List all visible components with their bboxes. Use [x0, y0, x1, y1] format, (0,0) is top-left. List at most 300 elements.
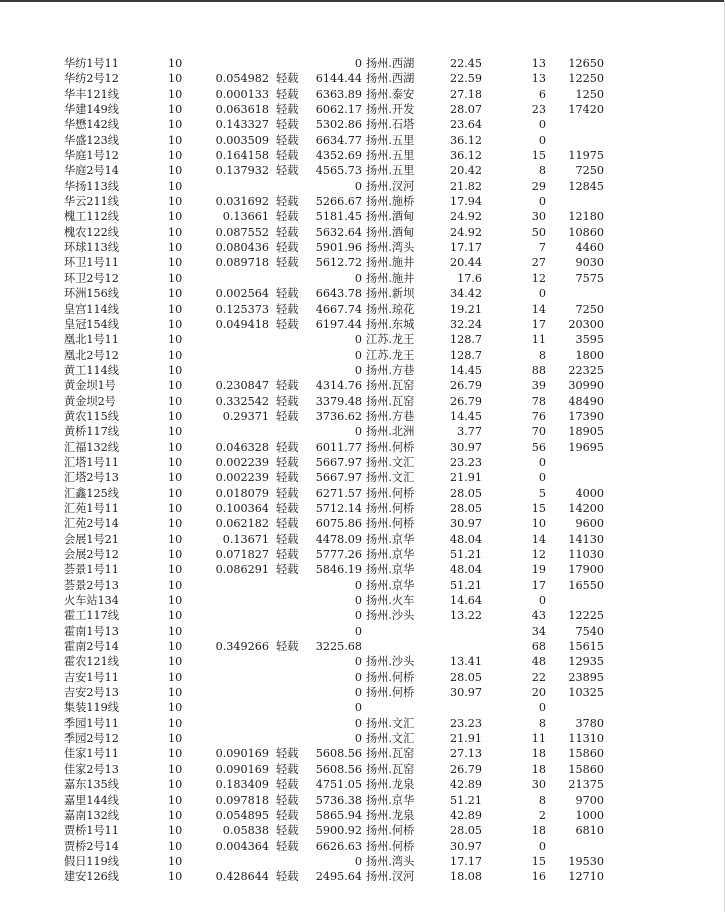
- count-cell[interactable]: 27: [531, 256, 546, 270]
- amount-cell[interactable]: 48490: [568, 394, 604, 408]
- count-cell[interactable]: 18: [531, 762, 546, 776]
- substation-cell[interactable]: 扬州.五里: [366, 133, 415, 147]
- load-rate-cell[interactable]: 0.428644: [215, 870, 269, 884]
- voltage-cell[interactable]: 10: [168, 287, 183, 301]
- load-status-cell[interactable]: 轻载: [276, 317, 299, 331]
- length-cell[interactable]: 42.89: [449, 778, 482, 792]
- substation-cell[interactable]: 扬州.何桥: [366, 440, 415, 454]
- length-cell[interactable]: 23.23: [449, 716, 482, 730]
- voltage-cell[interactable]: 10: [168, 394, 183, 408]
- voltage-cell[interactable]: 10: [168, 486, 183, 500]
- voltage-cell[interactable]: 10: [168, 762, 183, 776]
- count-cell[interactable]: 76: [531, 409, 546, 423]
- amount-cell[interactable]: 12935: [568, 655, 604, 669]
- amount-cell[interactable]: 22325: [568, 363, 604, 377]
- length-cell[interactable]: 26.79: [449, 394, 482, 408]
- substation-cell[interactable]: 扬州.琼花: [366, 302, 415, 316]
- line-name-cell[interactable]: 黄金坝1号: [64, 379, 116, 393]
- remaining-capacity-cell[interactable]: 0: [354, 716, 362, 730]
- count-cell[interactable]: 0: [538, 287, 546, 301]
- line-name-cell[interactable]: 华扬113线: [64, 179, 119, 193]
- remaining-capacity-cell[interactable]: 0: [354, 363, 362, 377]
- load-status-cell[interactable]: 轻载: [276, 409, 299, 423]
- remaining-capacity-cell[interactable]: 0: [354, 609, 362, 623]
- load-status-cell[interactable]: 轻载: [276, 440, 299, 454]
- remaining-capacity-cell[interactable]: 0: [354, 333, 362, 347]
- line-name-cell[interactable]: 霍南2号14: [64, 640, 119, 654]
- substation-cell[interactable]: 扬州.酒甸: [366, 225, 415, 239]
- remaining-capacity-cell[interactable]: 5608.56: [315, 762, 362, 776]
- line-name-cell[interactable]: 季园2号12: [64, 732, 119, 746]
- amount-cell[interactable]: 9030: [575, 256, 604, 270]
- line-name-cell[interactable]: 环卫1号11: [64, 256, 119, 270]
- line-name-cell[interactable]: 环洲156线: [64, 287, 119, 301]
- count-cell[interactable]: 2: [538, 808, 546, 822]
- voltage-cell[interactable]: 10: [168, 179, 183, 193]
- amount-cell[interactable]: 12180: [568, 210, 604, 224]
- length-cell[interactable]: 3.77: [457, 425, 482, 439]
- length-cell[interactable]: 128.7: [449, 348, 482, 362]
- line-name-cell[interactable]: 汇苑1号11: [64, 501, 119, 515]
- substation-cell[interactable]: 扬州.何桥: [366, 686, 415, 700]
- amount-cell[interactable]: 20300: [568, 317, 604, 331]
- line-name-cell[interactable]: 华云211线: [64, 195, 119, 209]
- line-name-cell[interactable]: 荟景1号11: [64, 563, 119, 577]
- amount-cell[interactable]: 14200: [568, 501, 604, 515]
- count-cell[interactable]: 13: [531, 72, 546, 86]
- load-status-cell[interactable]: 轻载: [276, 210, 299, 224]
- load-rate-cell[interactable]: 0.125373: [215, 302, 269, 316]
- amount-cell[interactable]: 19695: [568, 440, 604, 454]
- load-status-cell[interactable]: 轻载: [276, 302, 299, 316]
- load-status-cell[interactable]: 轻载: [276, 287, 299, 301]
- load-status-cell[interactable]: 轻载: [276, 471, 299, 485]
- amount-cell[interactable]: 11975: [568, 149, 604, 163]
- line-name-cell[interactable]: 贾桥1号11: [64, 824, 119, 838]
- substation-cell[interactable]: 扬州.西湖: [366, 57, 415, 70]
- substation-cell[interactable]: 扬州.瓦窑: [366, 747, 415, 761]
- length-cell[interactable]: 23.64: [449, 118, 482, 132]
- substation-cell[interactable]: 扬州.五里: [366, 149, 415, 163]
- load-status-cell[interactable]: 轻载: [276, 870, 299, 884]
- voltage-cell[interactable]: 10: [168, 839, 183, 853]
- line-name-cell[interactable]: 黄金坝2号: [64, 394, 116, 408]
- load-status-cell[interactable]: 轻载: [276, 808, 299, 822]
- load-rate-cell[interactable]: 0.087552: [215, 225, 269, 239]
- count-cell[interactable]: 7: [538, 241, 546, 255]
- amount-cell[interactable]: 1250: [575, 87, 604, 101]
- load-rate-cell[interactable]: 0.100364: [215, 501, 269, 515]
- substation-cell[interactable]: 扬州.文汇: [366, 471, 415, 485]
- remaining-capacity-cell[interactable]: 0: [354, 57, 362, 70]
- remaining-capacity-cell[interactable]: 5777.26: [315, 548, 362, 561]
- length-cell[interactable]: 27.18: [449, 87, 482, 101]
- length-cell[interactable]: 24.92: [449, 225, 482, 239]
- line-name-cell[interactable]: 华懋142线: [64, 118, 119, 132]
- count-cell[interactable]: 14: [531, 302, 546, 316]
- length-cell[interactable]: 21.91: [449, 732, 482, 746]
- substation-cell[interactable]: 扬州.沙头: [366, 609, 415, 623]
- remaining-capacity-cell[interactable]: 5667.97: [315, 455, 362, 469]
- amount-cell[interactable]: 11310: [568, 732, 604, 746]
- load-rate-cell[interactable]: 0.086291: [215, 563, 269, 577]
- load-status-cell[interactable]: 轻载: [276, 455, 299, 469]
- line-name-cell[interactable]: 会展2号12: [64, 548, 119, 561]
- amount-cell[interactable]: 11030: [568, 548, 604, 561]
- amount-cell[interactable]: 10860: [568, 225, 604, 239]
- load-status-cell[interactable]: 轻载: [276, 839, 299, 853]
- substation-cell[interactable]: 扬州.京华: [366, 578, 415, 592]
- line-name-cell[interactable]: 凰北1号11: [64, 333, 119, 347]
- amount-cell[interactable]: 7250: [575, 302, 604, 316]
- length-cell[interactable]: 28.07: [449, 103, 482, 117]
- voltage-cell[interactable]: 10: [168, 317, 183, 331]
- remaining-capacity-cell[interactable]: 0: [354, 670, 362, 684]
- substation-cell[interactable]: 扬州.湾头: [366, 854, 415, 868]
- remaining-capacity-cell[interactable]: 0: [354, 348, 362, 362]
- amount-cell[interactable]: 12650: [568, 57, 604, 70]
- amount-cell[interactable]: 14130: [568, 532, 604, 546]
- line-name-cell[interactable]: 荟景2号13: [64, 578, 119, 592]
- substation-cell[interactable]: 扬州.五里: [366, 164, 415, 178]
- line-name-cell[interactable]: 皇冠154线: [64, 317, 119, 331]
- amount-cell[interactable]: 6810: [575, 824, 604, 838]
- count-cell[interactable]: 8: [538, 793, 546, 807]
- voltage-cell[interactable]: 10: [168, 701, 183, 715]
- substation-cell[interactable]: 扬州.施井: [366, 271, 415, 285]
- remaining-capacity-cell[interactable]: 4352.69: [315, 149, 362, 163]
- count-cell[interactable]: 0: [538, 195, 546, 209]
- substation-cell[interactable]: 扬州.文汇: [366, 732, 415, 746]
- line-name-cell[interactable]: 季园1号11: [64, 716, 119, 730]
- count-cell[interactable]: 50: [531, 225, 546, 239]
- line-name-cell[interactable]: 华纺1号11: [64, 57, 119, 70]
- substation-cell[interactable]: 扬州.汊河: [366, 870, 415, 884]
- remaining-capacity-cell[interactable]: 6363.89: [315, 87, 362, 101]
- line-name-cell[interactable]: 华纺2号12: [64, 72, 119, 86]
- remaining-capacity-cell[interactable]: 3736.62: [315, 409, 362, 423]
- substation-cell[interactable]: 扬州.瓦窑: [366, 762, 415, 776]
- line-name-cell[interactable]: 环球113线: [64, 241, 119, 255]
- voltage-cell[interactable]: 10: [168, 149, 183, 163]
- load-rate-cell[interactable]: 0.002564: [215, 287, 269, 301]
- line-name-cell[interactable]: 华庭2号14: [64, 164, 119, 178]
- amount-cell[interactable]: 18905: [568, 425, 604, 439]
- voltage-cell[interactable]: 10: [168, 425, 183, 439]
- line-name-cell[interactable]: 霍南1号13: [64, 624, 119, 638]
- load-rate-cell[interactable]: 0.097818: [215, 793, 269, 807]
- count-cell[interactable]: 30: [531, 210, 546, 224]
- voltage-cell[interactable]: 10: [168, 517, 183, 531]
- substation-cell[interactable]: 扬州.何桥: [366, 670, 415, 684]
- voltage-cell[interactable]: 10: [168, 379, 183, 393]
- line-name-cell[interactable]: 建安126线: [64, 870, 119, 884]
- count-cell[interactable]: 5: [538, 486, 546, 500]
- voltage-cell[interactable]: 10: [168, 256, 183, 270]
- amount-cell[interactable]: 17900: [568, 563, 604, 577]
- load-rate-cell[interactable]: 0.046328: [215, 440, 269, 454]
- count-cell[interactable]: 29: [531, 179, 546, 193]
- voltage-cell[interactable]: 10: [168, 716, 183, 730]
- substation-cell[interactable]: 扬州.京华: [366, 548, 415, 561]
- substation-cell[interactable]: 扬州.龙泉: [366, 808, 415, 822]
- line-name-cell[interactable]: 汇鑫125线: [64, 486, 119, 500]
- length-cell[interactable]: 36.12: [449, 133, 482, 147]
- substation-cell[interactable]: 扬州.瓦窑: [366, 379, 415, 393]
- voltage-cell[interactable]: 10: [168, 440, 183, 454]
- length-cell[interactable]: 34.42: [449, 287, 482, 301]
- voltage-cell[interactable]: 10: [168, 808, 183, 822]
- remaining-capacity-cell[interactable]: 0: [354, 425, 362, 439]
- remaining-capacity-cell[interactable]: 5667.97: [315, 471, 362, 485]
- remaining-capacity-cell[interactable]: 0: [354, 732, 362, 746]
- load-rate-cell[interactable]: 0.05838: [222, 824, 269, 838]
- voltage-cell[interactable]: 10: [168, 133, 183, 147]
- remaining-capacity-cell[interactable]: 5846.19: [315, 563, 362, 577]
- load-rate-cell[interactable]: 0.29371: [222, 409, 269, 423]
- remaining-capacity-cell[interactable]: 4314.76: [315, 379, 362, 393]
- line-name-cell[interactable]: 嘉里144线: [64, 793, 119, 807]
- load-rate-cell[interactable]: 0.031692: [215, 195, 269, 209]
- amount-cell[interactable]: 15860: [568, 762, 604, 776]
- length-cell[interactable]: 42.89: [449, 808, 482, 822]
- substation-cell[interactable]: 扬州.文汇: [366, 455, 415, 469]
- line-name-cell[interactable]: 佳家1号11: [64, 747, 119, 761]
- voltage-cell[interactable]: 10: [168, 271, 183, 285]
- length-cell[interactable]: 28.05: [449, 824, 482, 838]
- remaining-capacity-cell[interactable]: 6144.44: [315, 72, 362, 86]
- load-rate-cell[interactable]: 0.183409: [215, 778, 269, 792]
- load-rate-cell[interactable]: 0.137932: [215, 164, 269, 178]
- length-cell[interactable]: 17.6: [457, 271, 482, 285]
- remaining-capacity-cell[interactable]: 5736.38: [315, 793, 362, 807]
- count-cell[interactable]: 11: [531, 333, 546, 347]
- substation-cell[interactable]: 扬州.何桥: [366, 486, 415, 500]
- load-status-cell[interactable]: 轻载: [276, 195, 299, 209]
- load-rate-cell[interactable]: 0.049418: [215, 317, 269, 331]
- amount-cell[interactable]: 4000: [575, 486, 604, 500]
- load-rate-cell[interactable]: 0.018079: [215, 486, 269, 500]
- remaining-capacity-cell[interactable]: 0: [354, 686, 362, 700]
- count-cell[interactable]: 78: [531, 394, 546, 408]
- count-cell[interactable]: 0: [538, 594, 546, 608]
- count-cell[interactable]: 12: [531, 271, 546, 285]
- load-status-cell[interactable]: 轻载: [276, 103, 299, 117]
- line-name-cell[interactable]: 假日119线: [64, 854, 119, 868]
- length-cell[interactable]: 30.97: [449, 839, 482, 853]
- load-status-cell[interactable]: 轻载: [276, 379, 299, 393]
- length-cell[interactable]: 48.04: [449, 532, 482, 546]
- count-cell[interactable]: 23: [531, 103, 546, 117]
- length-cell[interactable]: 20.44: [449, 256, 482, 270]
- load-rate-cell[interactable]: 0.063618: [215, 103, 269, 117]
- substation-cell[interactable]: 扬州.龙泉: [366, 778, 415, 792]
- length-cell[interactable]: 22.59: [449, 72, 482, 86]
- amount-cell[interactable]: 9700: [575, 793, 604, 807]
- length-cell[interactable]: 24.92: [449, 210, 482, 224]
- count-cell[interactable]: 0: [538, 455, 546, 469]
- voltage-cell[interactable]: 10: [168, 594, 183, 608]
- voltage-cell[interactable]: 10: [168, 609, 183, 623]
- remaining-capacity-cell[interactable]: 4667.74: [315, 302, 362, 316]
- load-rate-cell[interactable]: 0.002239: [215, 455, 269, 469]
- count-cell[interactable]: 0: [538, 701, 546, 715]
- voltage-cell[interactable]: 10: [168, 870, 183, 884]
- substation-cell[interactable]: 扬州.新坝: [366, 287, 415, 301]
- substation-cell[interactable]: 扬州.北洲: [366, 425, 415, 439]
- voltage-cell[interactable]: 10: [168, 118, 183, 132]
- length-cell[interactable]: 19.21: [449, 302, 482, 316]
- line-name-cell[interactable]: 集装119线: [64, 701, 119, 715]
- count-cell[interactable]: 0: [538, 133, 546, 147]
- length-cell[interactable]: 26.79: [449, 379, 482, 393]
- remaining-capacity-cell[interactable]: 6197.44: [315, 317, 362, 331]
- substation-cell[interactable]: 扬州.汊河: [366, 179, 415, 193]
- length-cell[interactable]: 17.17: [449, 241, 482, 255]
- load-rate-cell[interactable]: 0.054895: [215, 808, 269, 822]
- voltage-cell[interactable]: 10: [168, 824, 183, 838]
- substation-cell[interactable]: 扬州.开发: [366, 103, 415, 117]
- voltage-cell[interactable]: 10: [168, 732, 183, 746]
- load-rate-cell[interactable]: 0.000133: [215, 87, 269, 101]
- remaining-capacity-cell[interactable]: 5632.64: [315, 225, 362, 239]
- remaining-capacity-cell[interactable]: 0: [354, 578, 362, 592]
- remaining-capacity-cell[interactable]: 5900.92: [315, 824, 362, 838]
- load-status-cell[interactable]: 轻载: [276, 225, 299, 239]
- load-rate-cell[interactable]: 0.089718: [215, 256, 269, 270]
- remaining-capacity-cell[interactable]: 3379.48: [315, 394, 362, 408]
- load-status-cell[interactable]: 轻载: [276, 501, 299, 515]
- voltage-cell[interactable]: 10: [168, 348, 183, 362]
- load-status-cell[interactable]: 轻载: [276, 778, 299, 792]
- load-rate-cell[interactable]: 0.332542: [215, 394, 269, 408]
- length-cell[interactable]: 13.41: [449, 655, 482, 669]
- remaining-capacity-cell[interactable]: 0: [354, 701, 362, 715]
- line-name-cell[interactable]: 霍农121线: [64, 655, 119, 669]
- load-status-cell[interactable]: 轻载: [276, 149, 299, 163]
- length-cell[interactable]: 27.13: [449, 747, 482, 761]
- count-cell[interactable]: 14: [531, 532, 546, 546]
- count-cell[interactable]: 19: [531, 563, 546, 577]
- voltage-cell[interactable]: 10: [168, 210, 183, 224]
- load-rate-cell[interactable]: 0.164158: [215, 149, 269, 163]
- line-name-cell[interactable]: 华丰121线: [64, 87, 119, 101]
- length-cell[interactable]: 36.12: [449, 149, 482, 163]
- line-name-cell[interactable]: 环卫2号12: [64, 271, 119, 285]
- length-cell[interactable]: 48.04: [449, 563, 482, 577]
- count-cell[interactable]: 56: [531, 440, 546, 454]
- voltage-cell[interactable]: 10: [168, 578, 183, 592]
- substation-cell[interactable]: 扬州.京华: [366, 563, 415, 577]
- load-status-cell[interactable]: 轻载: [276, 164, 299, 178]
- substation-cell[interactable]: 扬州.何桥: [366, 501, 415, 515]
- amount-cell[interactable]: 12710: [568, 870, 604, 884]
- amount-cell[interactable]: 7250: [575, 164, 604, 178]
- line-name-cell[interactable]: 华建149线: [64, 103, 119, 117]
- substation-cell[interactable]: 扬州.京华: [366, 793, 415, 807]
- count-cell[interactable]: 0: [538, 118, 546, 132]
- amount-cell[interactable]: 15615: [568, 640, 604, 654]
- voltage-cell[interactable]: 10: [168, 195, 183, 209]
- length-cell[interactable]: 22.45: [449, 57, 482, 70]
- amount-cell[interactable]: 19530: [568, 854, 604, 868]
- load-status-cell[interactable]: 轻载: [276, 256, 299, 270]
- length-cell[interactable]: 28.05: [449, 486, 482, 500]
- remaining-capacity-cell[interactable]: 0: [354, 655, 362, 669]
- amount-cell[interactable]: 9600: [575, 517, 604, 531]
- amount-cell[interactable]: 15860: [568, 747, 604, 761]
- line-name-cell[interactable]: 华盛123线: [64, 133, 119, 147]
- load-status-cell[interactable]: 轻载: [276, 563, 299, 577]
- line-name-cell[interactable]: 凰北2号12: [64, 348, 119, 362]
- remaining-capacity-cell[interactable]: 6062.17: [315, 103, 362, 117]
- substation-cell[interactable]: 扬州.京华: [366, 532, 415, 546]
- voltage-cell[interactable]: 10: [168, 747, 183, 761]
- line-name-cell[interactable]: 嘉南132线: [64, 808, 119, 822]
- load-status-cell[interactable]: 轻载: [276, 824, 299, 838]
- remaining-capacity-cell[interactable]: 5612.72: [315, 256, 362, 270]
- line-name-cell[interactable]: 会展1号21: [64, 532, 119, 546]
- count-cell[interactable]: 15: [531, 501, 546, 515]
- line-name-cell[interactable]: 佳家2号13: [64, 762, 119, 776]
- voltage-cell[interactable]: 10: [168, 363, 183, 377]
- count-cell[interactable]: 34: [531, 624, 546, 638]
- amount-cell[interactable]: 3780: [575, 716, 604, 730]
- remaining-capacity-cell[interactable]: 6011.77: [315, 440, 362, 454]
- length-cell[interactable]: 51.21: [449, 548, 482, 561]
- load-status-cell[interactable]: 轻载: [276, 762, 299, 776]
- substation-cell[interactable]: 扬州.方巷: [366, 409, 415, 423]
- line-name-cell[interactable]: 黄农115线: [64, 409, 119, 423]
- length-cell[interactable]: 30.97: [449, 686, 482, 700]
- load-rate-cell[interactable]: 0.143327: [215, 118, 269, 132]
- length-cell[interactable]: 26.79: [449, 762, 482, 776]
- line-name-cell[interactable]: 槐农122线: [64, 225, 119, 239]
- length-cell[interactable]: 17.94: [449, 195, 482, 209]
- load-rate-cell[interactable]: 0.071827: [215, 548, 269, 561]
- line-name-cell[interactable]: 皇宫114线: [64, 302, 119, 316]
- count-cell[interactable]: 12: [531, 548, 546, 561]
- amount-cell[interactable]: 1800: [575, 348, 604, 362]
- load-rate-cell[interactable]: 0.003509: [215, 133, 269, 147]
- load-rate-cell[interactable]: 0.002239: [215, 471, 269, 485]
- length-cell[interactable]: 14.45: [449, 409, 482, 423]
- line-name-cell[interactable]: 华庭1号12: [64, 149, 119, 163]
- remaining-capacity-cell[interactable]: 0: [354, 594, 362, 608]
- substation-cell[interactable]: 扬州.何桥: [366, 839, 415, 853]
- voltage-cell[interactable]: 10: [168, 103, 183, 117]
- voltage-cell[interactable]: 10: [168, 686, 183, 700]
- voltage-cell[interactable]: 10: [168, 563, 183, 577]
- voltage-cell[interactable]: 10: [168, 225, 183, 239]
- line-name-cell[interactable]: 火车站134: [64, 594, 119, 608]
- remaining-capacity-cell[interactable]: 0: [354, 854, 362, 868]
- count-cell[interactable]: 17: [531, 317, 546, 331]
- line-name-cell[interactable]: 汇塔2号13: [64, 471, 119, 485]
- amount-cell[interactable]: 17420: [568, 103, 604, 117]
- voltage-cell[interactable]: 10: [168, 302, 183, 316]
- length-cell[interactable]: 21.91: [449, 471, 482, 485]
- remaining-capacity-cell[interactable]: 5901.96: [315, 241, 362, 255]
- amount-cell[interactable]: 12845: [568, 179, 604, 193]
- remaining-capacity-cell[interactable]: 4565.73: [315, 164, 362, 178]
- load-status-cell[interactable]: 轻载: [276, 118, 299, 132]
- line-name-cell[interactable]: 黄桥117线: [64, 425, 119, 439]
- line-name-cell[interactable]: 槐工112线: [64, 210, 119, 224]
- line-name-cell[interactable]: 嘉东135线: [64, 778, 119, 792]
- amount-cell[interactable]: 1000: [575, 808, 604, 822]
- count-cell[interactable]: 88: [531, 363, 546, 377]
